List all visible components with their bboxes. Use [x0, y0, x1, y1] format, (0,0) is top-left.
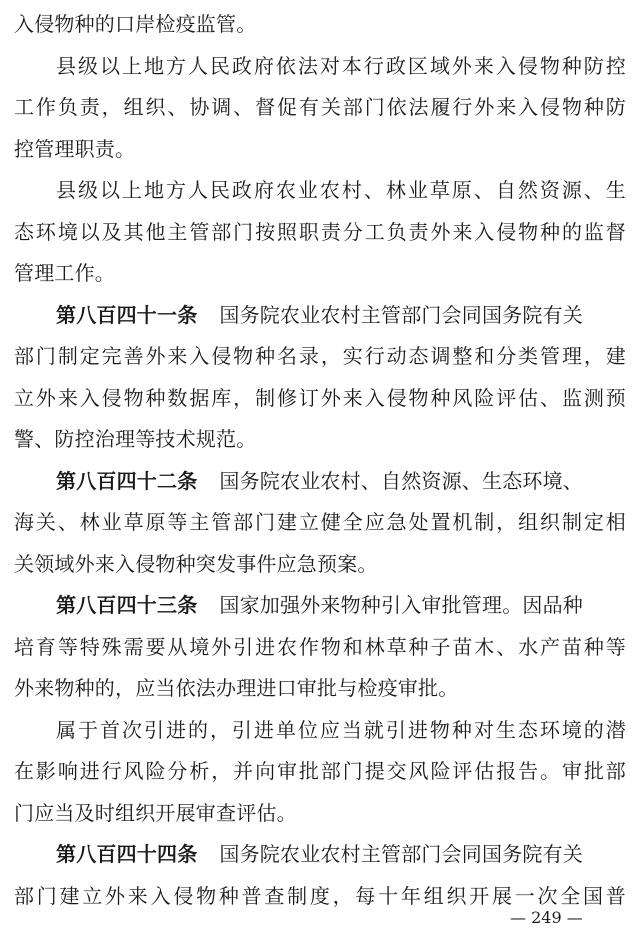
article-text: 国家加强外来物种引入审批管理。因品种 — [219, 593, 584, 617]
article-title: 第八百四十四条 — [56, 842, 198, 866]
text-line: 外来物种的，应当依法办理进口审批与检疫审批。 — [14, 676, 459, 700]
text-line: 管理工作。 — [14, 261, 115, 285]
text-line: 海关、林业草原等主管部门建立健全应急处置机制，组织制定相 — [14, 510, 626, 534]
document-page — [14, 4, 626, 917]
article-title: 第八百四十二条 — [56, 468, 198, 493]
text-line: 属于首次引进的，引进单位应当就引进物种对生态环境的潜 — [56, 717, 626, 742]
article-title: 第八百四十一条 — [56, 302, 198, 327]
text-line: 态环境以及其他主管部门按照职责分工负责外来入侵物种的监督 — [14, 219, 626, 244]
text-line: 县级以上地方人民政府农业农村、林业草原、自然资源、生 — [56, 178, 626, 202]
text-line: 警、防控治理等技术规范。 — [14, 427, 257, 451]
text-line: 县级以上地方人民政府依法对本行政区域外来入侵物种防控 — [56, 53, 626, 78]
article-844-first-line — [14, 834, 626, 876]
text-line: 在影响进行风险分析，并向审批部门提交风险评估报告。审批部 — [14, 759, 626, 783]
article-text: 国务院农业农村主管部门会同国务院有关 — [219, 842, 584, 866]
article-text: 国务院农业农村、自然资源、生态环境、 — [219, 468, 584, 493]
text-line: 工作负责，组织、协调、督促有关部门依法履行外来入侵物种防 — [14, 95, 626, 119]
article-text: 国务院农业农村主管部门会同国务院有关 — [219, 302, 584, 327]
text-line: 部门制定完善外来入侵物种名录，实行动态调整和分类管理，建 — [14, 344, 626, 368]
article-843-first-line — [14, 585, 626, 627]
article-842-first-line — [14, 461, 626, 503]
text-line: 控管理职责。 — [14, 136, 136, 161]
page-number: — 249 — — [510, 908, 583, 927]
text-line: 立外来入侵物种数据库，制修订外来入侵物种风险评估、监测预 — [14, 385, 626, 410]
text-line: 门应当及时组织开展审查评估。 — [14, 800, 297, 825]
text-line: 入侵物种的口岸检疫监管。 — [14, 12, 257, 36]
text-line: 培育等特殊需要从境外引进农作物和林草种子苗木、水产苗种等 — [14, 634, 626, 659]
article-title: 第八百四十三条 — [56, 593, 198, 617]
article-841-first-line — [14, 295, 626, 337]
text-line: 部门建立外来入侵物种普查制度，每十年组织开展一次全国普 — [14, 883, 626, 908]
text-line: 关领域外来入侵物种突发事件应急预案。 — [14, 551, 378, 576]
